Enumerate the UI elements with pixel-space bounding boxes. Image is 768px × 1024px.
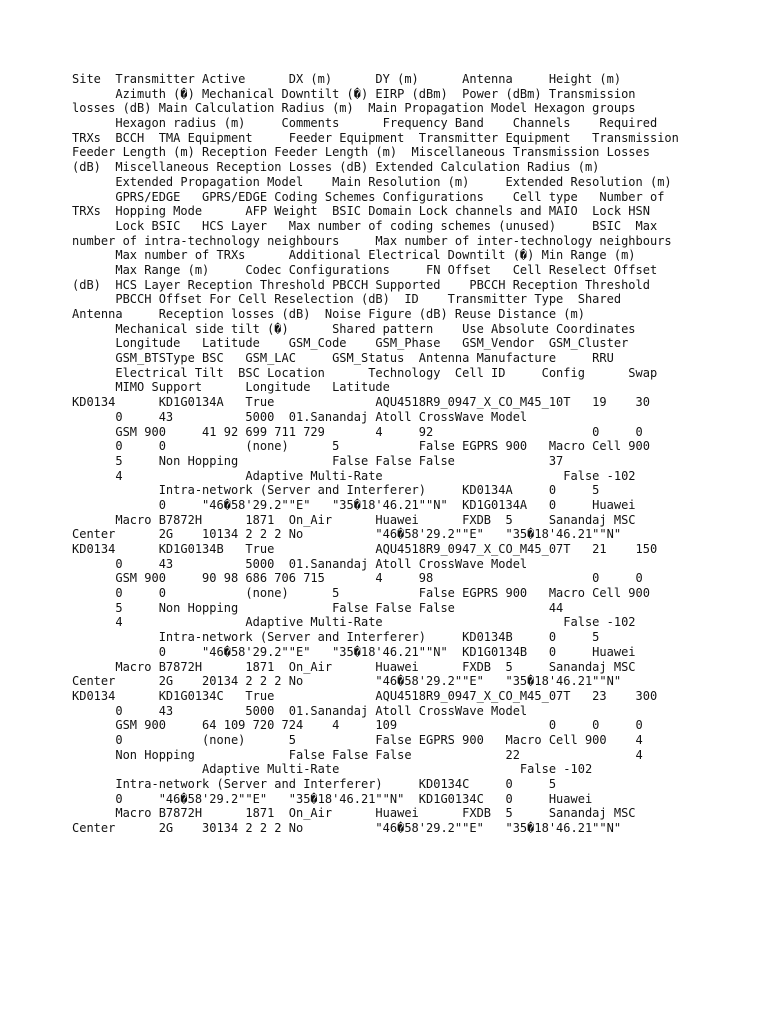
text-line: losses (dB) Main Calculation Radius (m) Main Propagation Model Hexagon groups xyxy=(72,101,636,116)
text-line: number of intra-technology neighbours Max number of inter-technology neighbours xyxy=(72,233,672,248)
text-line: Center 2G 10134 2 2 2 No "46�58'29.2""E" "35�18'46.21""N" xyxy=(72,527,622,542)
text-line: (dB) Miscellaneous Reception Losses (dB) Extended Calculation Radius (m) xyxy=(72,160,600,175)
text-line: GPRS/EDGE GPRS/EDGE Coding Schemes Configurations Cell type Number of xyxy=(72,189,665,204)
text-line: Macro B7872H 1871 On_Air Huawei FXDB 5 Sanandaj MSC xyxy=(72,806,636,821)
text-line: Macro B7872H 1871 On_Air Huawei FXDB 5 Sanandaj MSC xyxy=(72,512,636,527)
text-line: Adaptive Multi-Rate False -102 xyxy=(72,762,593,777)
text-line: 0 0 (none) 5 False EGPRS 900 Macro Cell 900 xyxy=(72,586,650,601)
text-line: GSM 900 64 109 720 724 4 109 0 0 0 xyxy=(72,718,643,733)
text-line: Lock BSIC HCS Layer Max number of coding schemes (unused) BSIC Max xyxy=(72,218,658,233)
text-line: 0 43 5000 01.Sanandaj Atoll CrossWave Model xyxy=(72,409,528,424)
text-line: Center 2G 30134 2 2 2 No "46�58'29.2""E" "35�18'46.21""N" xyxy=(72,821,622,836)
text-line: Mechanical side tilt (�) Shared pattern Use Absolute Coordinates xyxy=(72,321,636,336)
text-line: Max Range (m) Codec Configurations FN Offset Cell Reselect Offset xyxy=(72,262,658,277)
text-line: Max number of TRXs Additional Electrical Downtilt (�) Min Range (m) xyxy=(72,248,636,263)
text-line: PBCCH Offset For Cell Reselection (dB) ID Transmitter Type Shared xyxy=(72,292,622,307)
text-line: 0 43 5000 01.Sanandaj Atoll CrossWave Model xyxy=(72,703,528,718)
text-line: Electrical Tilt BSC Location Technology Cell ID Config Swap xyxy=(72,365,658,380)
text-line: 0 (none) 5 False EGPRS 900 Macro Cell 900 4 xyxy=(72,732,643,747)
text-line: Extended Propagation Model Main Resolution (m) Extended Resolution (m) xyxy=(72,174,672,189)
text-line: GSM_BTSType BSC GSM_LAC GSM_Status Antenna Manufacture RRU xyxy=(72,351,614,366)
text-line: 0 "46�58'29.2""E" "35�18'46.21""N" KD1G0134B 0 Huawei xyxy=(72,644,636,659)
text-line: Intra-network (Server and Interferer) KD0134C 0 5 xyxy=(72,777,557,791)
text-line: KD0134 KD1G0134B True AQU4518R9_0947_X_CO_M45_07T 21 150 xyxy=(72,542,658,556)
text-line: KD0134 KD1G0134A True AQU4518R9_0947_X_CO_M45_10T 19 30 xyxy=(72,395,650,410)
text-line: Macro B7872H 1871 On_Air Huawei FXDB 5 Sanandaj MSC xyxy=(72,659,636,674)
text-line: Center 2G 20134 2 2 2 No "46�58'29.2""E" "35�18'46.21""N" xyxy=(72,674,622,689)
text-line: Non Hopping False False False 22 4 xyxy=(72,747,643,762)
text-body xyxy=(72,72,712,836)
text-line: 0 "46�58'29.2""E" "35�18'46.21""N" KD1G0134C 0 Huawei xyxy=(72,791,593,806)
text-line: TRXs BCCH TMA Equipment Feeder Equipment Transmitter Equipment Transmission xyxy=(72,130,679,145)
text-line: TRXs Hopping Mode AFP Weight BSIC Domain Lock channels and MAIO Lock HSN xyxy=(72,204,650,219)
text-line: MIMO Support Longitude Latitude xyxy=(72,380,390,395)
text-line: 5 Non Hopping False False False 44 xyxy=(72,600,564,615)
text-line: GSM 900 41 92 699 711 729 4 92 0 0 xyxy=(72,424,643,439)
text-line: Feeder Length (m) Reception Feeder Length (m) Miscellaneous Transmission Losses xyxy=(72,145,650,160)
text-line: KD0134 KD1G0134C True AQU4518R9_0947_X_CO_M45_07T 23 300 xyxy=(72,688,658,703)
document-page xyxy=(72,72,712,836)
text-line: Intra-network (Server and Interferer) KD0134A 0 5 xyxy=(72,483,600,498)
text-line: Longitude Latitude GSM_Code GSM_Phase GSM_Vendor GSM_Cluster xyxy=(72,336,629,351)
text-line: Site Transmitter Active DX (m) DY (m) Antenna Height (m) xyxy=(72,72,622,86)
text-line: Hexagon radius (m) Comments Frequency Band Channels Required xyxy=(72,116,658,131)
text-line: Azimuth (�) Mechanical Downtilt (�) EIRP (dBm) Power (dBm) Transmission xyxy=(72,86,636,101)
text-line: 0 0 (none) 5 False EGPRS 900 Macro Cell 900 xyxy=(72,439,650,454)
text-line: 0 "46�58'29.2""E" "35�18'46.21""N" KD1G0134A 0 Huawei xyxy=(72,497,636,512)
text-line: 5 Non Hopping False False False 37 xyxy=(72,453,564,468)
text-line: Intra-network (Server and Interferer) KD0134B 0 5 xyxy=(72,630,600,645)
text-line: 4 Adaptive Multi-Rate False -102 xyxy=(72,468,636,483)
text-line: 0 43 5000 01.Sanandaj Atoll CrossWave Model xyxy=(72,556,528,571)
text-line: Antenna Reception losses (dB) Noise Figure (dB) Reuse Distance (m) xyxy=(72,307,585,321)
text-line: 4 Adaptive Multi-Rate False -102 xyxy=(72,615,636,630)
text-line: GSM 900 90 98 686 706 715 4 98 0 0 xyxy=(72,571,643,586)
text-line: (dB) HCS Layer Reception Threshold PBCCH Supported PBCCH Reception Threshold xyxy=(72,277,650,292)
